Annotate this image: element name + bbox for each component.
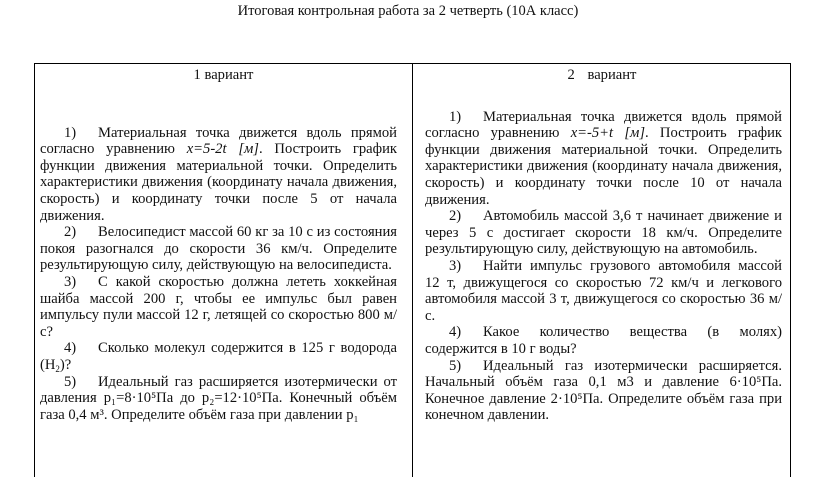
v1-task-2: 2) Велосипедист массой 60 кг за 10 с из состояния покоя разогнался до скорости 36 км/ч. Определите результирующую силу, действующую на велосипедиста. — [40, 224, 397, 274]
v2-task-2: 2) Автомобиль массой 3,6 т начинает движение и через 5 с достигает скорости 18 км/ч. Определите результирующую силу, действующую на автомобиль. — [425, 208, 782, 258]
variant-2-column — [425, 64, 782, 424]
v1-task-4: 4) Сколько молекул содержится в 125 г водорода $(H_2)$? — [40, 340, 397, 374]
v1-task-3: 3) С какой скоростью должна лететь хоккейная шайба массой 200 г, чтобы ее импульс был равен импульсу пули массой 12 г, летящей со скоростью 800 м/с? — [40, 273, 397, 340]
v2-task-5: 5) Идеальный газ изотермически расширяется. Начальный объём газа 0,1 м3 и давление 6·10⁵Па. Конечное давление 2·10⁵Па. Определите объём газа при конечном давлении. — [425, 357, 782, 424]
variant-1-column — [40, 64, 397, 423]
page-title: Итоговая контрольная работа за 2 четверть (10А класс) — [237, 3, 579, 19]
v2-task-4: 4) Какое количество вещества (в молях) содержится в 10 г воды? — [425, 324, 782, 357]
v2-task-1-equation: x=-5+t [м] — [570, 125, 646, 142]
variants-table — [34, 63, 791, 477]
variant-1-heading: 1 вариант — [193, 67, 254, 83]
column-divider — [412, 64, 413, 477]
v2-task-3: 3) Найти импульс грузового автомобиля массой 12 т, движущегося со скоростью 72 км/ч и легкового автомобиля массой 3 т, движущегося со скоростью 36 м/с. — [425, 257, 782, 324]
v1-task-5: 5) Идеальный газ расширяется изотермически от давления p₁=8·10⁵Па до p₂=12·10⁵Па. Конечный объём газа 0,4 м³. Определите объём газа при давлении p₁ — [40, 373, 397, 423]
variant-2-heading: 2 вариант — [567, 67, 637, 83]
v1-task-1: 1) Материальная точка движется вдоль прямой согласно уравнению x=5-2t [м]. Построить график функции движения материальной точки. Определить характеристики движения (координату начала движения, скорость) и координату точки после 5 от начала движения. — [40, 124, 397, 224]
v1-task-1-equation: x=5-2t [м] — [186, 141, 259, 158]
v2-task-1: 1) Материальная точка движется вдоль прямой согласно уравнению x=-5+t [м]. Построить график функции движения материальной точки. Определить характеристики движения (координату начала движения, скорость) и координату точки после 10 от начала движения. — [425, 108, 782, 208]
